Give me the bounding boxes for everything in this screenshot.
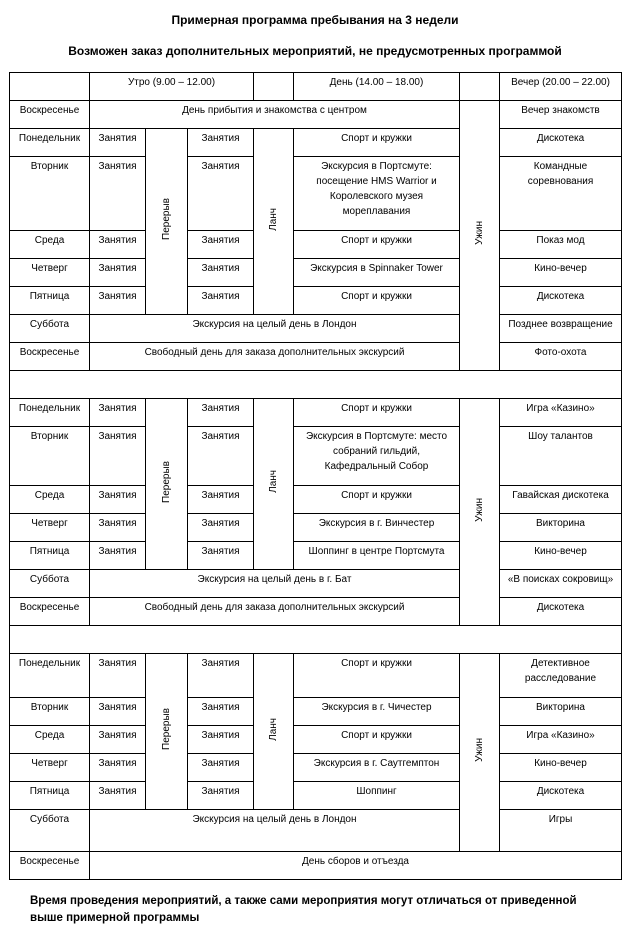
header-morning: Утро (9.00 – 12.00) xyxy=(90,73,254,101)
afternoon-cell: Экскурсия в Портсмуте: посещение HMS Warrior и Королевского музея мореплавания xyxy=(294,157,460,231)
day-cell: Среда xyxy=(10,486,90,514)
day-cell: Пятница xyxy=(10,542,90,570)
header-day: День (14.00 – 18.00) xyxy=(294,73,460,101)
evening-cell: Дискотека xyxy=(500,598,622,626)
table-row xyxy=(10,427,622,486)
table-row xyxy=(10,129,622,157)
day-cell: Понедельник xyxy=(10,654,90,698)
day-cell: Вторник xyxy=(10,157,90,231)
table-row xyxy=(10,399,622,427)
activity-cell: Свободный день для заказа дополнительных экскурсий xyxy=(90,343,460,371)
morning-cell: Занятия xyxy=(90,754,146,782)
day-cell: Суббота xyxy=(10,315,90,343)
activity-cell: Экскурсия на целый день в Лондон xyxy=(90,315,460,343)
morning-cell: Занятия xyxy=(188,726,254,754)
morning-cell: Занятия xyxy=(90,486,146,514)
break-cell xyxy=(146,654,188,810)
day-cell: Суббота xyxy=(10,810,90,852)
morning-cell: Занятия xyxy=(188,514,254,542)
table-row xyxy=(10,315,622,343)
activity-cell: Свободный день для заказа дополнительных экскурсий xyxy=(90,598,460,626)
day-cell: Вторник xyxy=(10,427,90,486)
morning-cell: Занятия xyxy=(188,698,254,726)
table-row xyxy=(10,570,622,598)
morning-cell: Занятия xyxy=(90,399,146,427)
morning-cell: Занятия xyxy=(90,259,146,287)
day-cell: Суббота xyxy=(10,570,90,598)
day-cell: Воскресенье xyxy=(10,343,90,371)
table-row xyxy=(10,259,622,287)
evening-cell: Шоу талантов xyxy=(500,427,622,486)
break-label: Перерыв xyxy=(161,708,172,750)
morning-cell: Занятия xyxy=(188,654,254,698)
morning-cell: Занятия xyxy=(90,231,146,259)
lunch-cell xyxy=(254,399,294,570)
evening-cell: Викторина xyxy=(500,514,622,542)
day-cell: Воскресенье xyxy=(10,598,90,626)
morning-cell: Занятия xyxy=(90,542,146,570)
afternoon-cell: Экскурсия в Портсмуте: место собраний гильдий, Кафедральный Собор xyxy=(294,427,460,486)
morning-cell: Занятия xyxy=(90,427,146,486)
lunch-cell xyxy=(254,129,294,315)
evening-cell: «В поисках сокровищ» xyxy=(500,570,622,598)
evening-cell: Позднее возвращение xyxy=(500,315,622,343)
evening-cell: Показ мод xyxy=(500,231,622,259)
morning-cell: Занятия xyxy=(188,542,254,570)
morning-cell: Занятия xyxy=(90,654,146,698)
evening-cell: Дискотека xyxy=(500,287,622,315)
evening-cell: Игра «Казино» xyxy=(500,399,622,427)
morning-cell: Занятия xyxy=(188,157,254,231)
break-cell xyxy=(146,129,188,315)
evening-cell: Гавайская дискотека xyxy=(500,486,622,514)
evening-cell: Игры xyxy=(500,810,622,852)
afternoon-cell: Шоппинг xyxy=(294,782,460,810)
morning-cell: Занятия xyxy=(188,486,254,514)
afternoon-cell: Спорт и кружки xyxy=(294,231,460,259)
day-cell: Воскресенье xyxy=(10,101,90,129)
evening-cell: Кино-вечер xyxy=(500,259,622,287)
day-cell: Вторник xyxy=(10,698,90,726)
header-row xyxy=(10,73,622,101)
morning-cell: Занятия xyxy=(90,782,146,810)
morning-cell: Занятия xyxy=(188,399,254,427)
morning-cell: Занятия xyxy=(90,726,146,754)
lunch-label: Ланч xyxy=(268,470,279,493)
table-row xyxy=(10,542,622,570)
morning-cell: Занятия xyxy=(188,754,254,782)
break-label: Перерыв xyxy=(161,460,172,503)
afternoon-cell: Спорт и кружки xyxy=(294,129,460,157)
evening-cell: Командные соревнования xyxy=(500,157,622,231)
dinner-cell xyxy=(460,399,500,626)
afternoon-cell: Экскурсия в г. Винчестер xyxy=(294,514,460,542)
dinner-cell xyxy=(460,101,500,371)
table-row xyxy=(10,287,622,315)
day-cell: Четверг xyxy=(10,514,90,542)
break-label: Перерыв xyxy=(161,198,172,240)
evening-cell: Кино-вечер xyxy=(500,542,622,570)
afternoon-cell: Спорт и кружки xyxy=(294,654,460,698)
morning-cell: Занятия xyxy=(90,514,146,542)
morning-cell: Занятия xyxy=(188,427,254,486)
table-row xyxy=(10,654,622,698)
header-empty-3 xyxy=(460,73,500,101)
dinner-label: Ужин xyxy=(474,221,485,245)
page-subtitle: Возможен заказ дополнительных мероприятий, не предусмотренных программой xyxy=(68,44,562,58)
morning-cell: Занятия xyxy=(188,231,254,259)
afternoon-cell: Экскурсия в г. Саутгемптон xyxy=(294,754,460,782)
table-row xyxy=(10,782,622,810)
activity-cell: День сборов и отъезда xyxy=(90,852,622,880)
table-row xyxy=(10,486,622,514)
table-row xyxy=(10,726,622,754)
activity-cell: Экскурсия на целый день в г. Бат xyxy=(90,570,460,598)
table-row xyxy=(10,231,622,259)
morning-cell: Занятия xyxy=(188,129,254,157)
day-cell: Пятница xyxy=(10,782,90,810)
morning-cell: Занятия xyxy=(90,698,146,726)
schedule-table xyxy=(9,72,622,880)
day-cell: Четверг xyxy=(10,754,90,782)
activity-cell: День прибытия и знакомства с центром xyxy=(90,101,460,129)
morning-cell: Занятия xyxy=(90,287,146,315)
afternoon-cell: Экскурсия в Spinnaker Tower xyxy=(294,259,460,287)
week-separator xyxy=(10,371,622,399)
header-empty-2 xyxy=(254,73,294,101)
activity-cell: Экскурсия на целый день в Лондон xyxy=(90,810,460,852)
table-row xyxy=(10,343,622,371)
table-row xyxy=(10,698,622,726)
week-separator xyxy=(10,626,622,654)
day-cell: Пятница xyxy=(10,287,90,315)
lunch-label: Ланч xyxy=(268,717,279,741)
evening-cell: Фото-охота xyxy=(500,343,622,371)
evening-cell: Дискотека xyxy=(500,782,622,810)
table-row xyxy=(10,514,622,542)
morning-cell: Занятия xyxy=(188,259,254,287)
evening-cell: Дискотека xyxy=(500,129,622,157)
evening-cell: Вечер знакомств xyxy=(500,101,622,129)
afternoon-cell: Спорт и кружки xyxy=(294,287,460,315)
afternoon-cell: Спорт и кружки xyxy=(294,399,460,427)
evening-cell: Детективное расследование xyxy=(500,654,622,698)
morning-cell: Занятия xyxy=(188,287,254,315)
page-title: Примерная программа пребывания на 3 недели xyxy=(171,13,459,27)
lunch-cell xyxy=(254,654,294,810)
table-row xyxy=(10,598,622,626)
footnote: Время проведения мероприятий, а также сами мероприятия могут отличаться от приведенной выше примерной программы xyxy=(30,895,577,924)
afternoon-cell: Экскурсия в г. Чичестер xyxy=(294,698,460,726)
day-cell: Понедельник xyxy=(10,399,90,427)
evening-cell: Кино-вечер xyxy=(500,754,622,782)
table-row xyxy=(10,157,622,231)
dinner-label: Ужин xyxy=(474,497,485,522)
header-evening: Вечер (20.00 – 22.00) xyxy=(500,73,622,101)
table-row xyxy=(10,754,622,782)
day-cell: Четверг xyxy=(10,259,90,287)
table-row xyxy=(10,852,622,880)
break-cell xyxy=(146,399,188,570)
afternoon-cell: Шоппинг в центре Портсмута xyxy=(294,542,460,570)
day-cell: Воскресенье xyxy=(10,852,90,880)
lunch-label: Ланч xyxy=(268,207,279,231)
dinner-label: Ужин xyxy=(474,738,485,762)
morning-cell: Занятия xyxy=(188,782,254,810)
day-cell: Понедельник xyxy=(10,129,90,157)
evening-cell: Игра «Казино» xyxy=(500,726,622,754)
dinner-cell xyxy=(460,654,500,852)
table-row xyxy=(10,810,622,852)
table-row xyxy=(10,101,622,129)
evening-cell: Викторина xyxy=(500,698,622,726)
header-empty xyxy=(10,73,90,101)
afternoon-cell: Спорт и кружки xyxy=(294,726,460,754)
morning-cell: Занятия xyxy=(90,129,146,157)
afternoon-cell: Спорт и кружки xyxy=(294,486,460,514)
day-cell: Среда xyxy=(10,231,90,259)
morning-cell: Занятия xyxy=(90,157,146,231)
day-cell: Среда xyxy=(10,726,90,754)
